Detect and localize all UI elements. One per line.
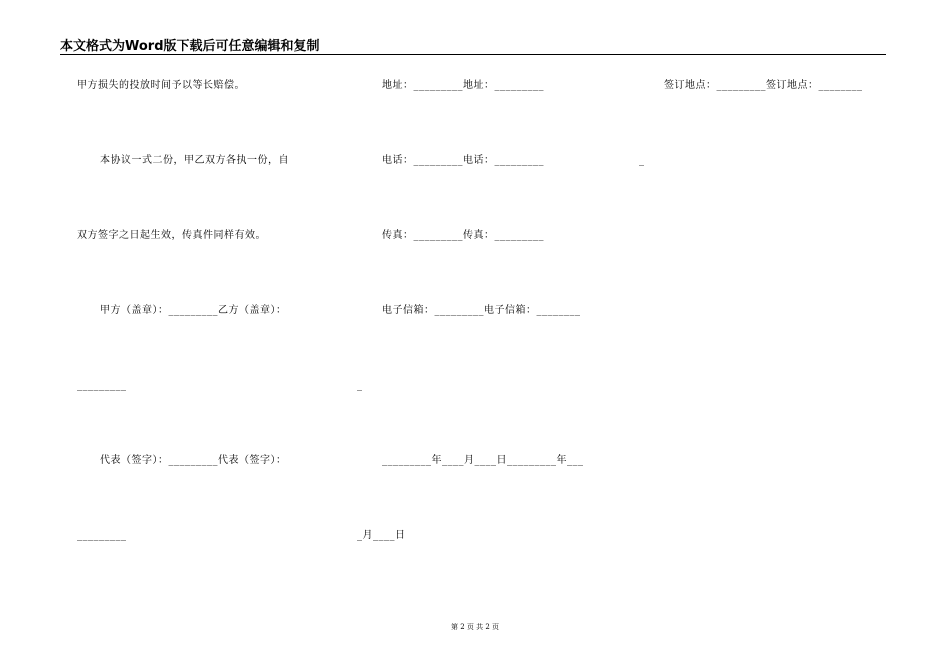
col1-line-2: 本协议一式二份，甲乙双方各执一份，自 (100, 155, 289, 166)
header-title: 本文格式为Word版下载后可任意编辑和复制 (60, 39, 320, 54)
col1-line-7: _________ (77, 530, 127, 541)
col2-line-6: _________年____月____日_________年___ (382, 455, 584, 466)
page-header (60, 33, 886, 55)
col2-line-1: 地址：_________地址：_________ (382, 80, 544, 91)
col1-line-5: _________ (77, 380, 127, 391)
col2-line-5: _ (357, 380, 363, 391)
col1-line-1: 甲方损失的投放时间予以等长赔偿。 (77, 80, 245, 91)
col3-line-2: _ (639, 155, 645, 166)
col2-line-3: 传真：_________传真：_________ (382, 230, 544, 241)
page-footer: 第 2 页 共 2 页 (450, 623, 500, 631)
col3-line-1: 签订地点：_________签订地点：________ (664, 80, 863, 91)
col2-line-2: 电话：_________电话：_________ (382, 155, 544, 166)
col1-line-6: 代表（签字）：_________代表（签字）： (100, 455, 287, 466)
col1-line-4: 甲方（盖章）：_________乙方（盖章）： (100, 305, 287, 316)
col1-line-3: 双方签字之日起生效，传真件同样有效。 (77, 230, 266, 241)
col2-line-4: 电子信箱：_________电子信箱：________ (382, 305, 581, 316)
col2-line-7: _月____日 (357, 530, 406, 541)
